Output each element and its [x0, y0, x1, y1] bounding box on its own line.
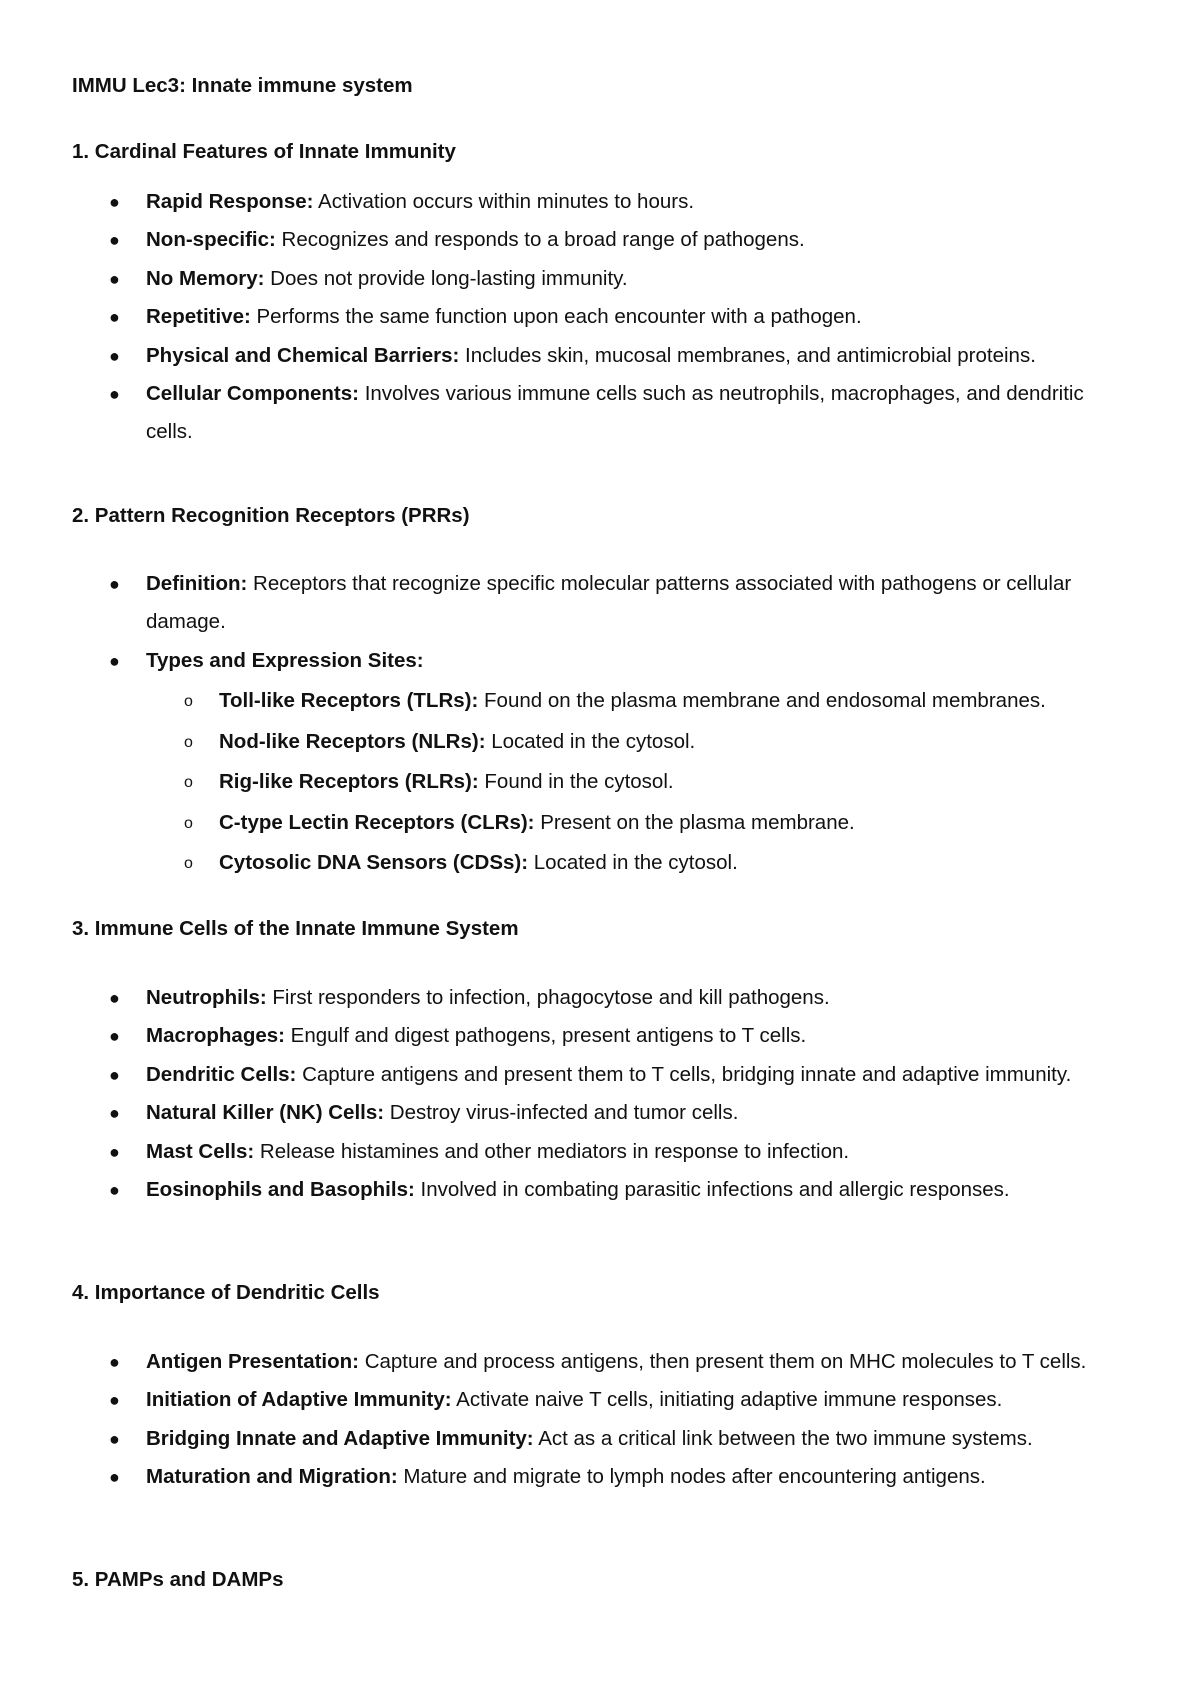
list-item: ● Rapid Response: Activation occurs within minutes to hours.: [0, 183, 1126, 221]
bullet-icon: ●: [109, 1141, 120, 1162]
list-item: ● Natural Killer (NK) Cells: Destroy virus-infected and tumor cells.: [0, 1094, 1126, 1132]
list-item: ● Macrophages: Engulf and digest pathogens, present antigens to T cells.: [0, 1017, 1126, 1055]
bullet-icon: ●: [109, 988, 120, 1008]
sub-list-item: o C-type Lectin Receptors (CLRs): Present on the plasma membrane.: [0, 803, 1139, 844]
section-heading-5: 5. PAMPs and DAMPs: [72, 1568, 284, 1591]
section-heading-1: 1. Cardinal Features of Innate Immunity: [72, 140, 456, 163]
list-item: ● Bridging Innate and Adaptive Immunity: Act as a critical link between the two immune systems.: [0, 1420, 1126, 1458]
list-item: ● Types and Expression Sites:: [0, 642, 1126, 680]
bullet-icon: ●: [109, 384, 120, 405]
hollow-bullet-icon: o: [184, 733, 193, 751]
bullet-icon: ●: [109, 1103, 120, 1124]
bullet-icon: ●: [109, 345, 120, 366]
list-item: ● Mast Cells: Release histamines and other mediators in response to infection.: [0, 1133, 1126, 1171]
list-item: ● No Memory: Does not provide long-lasting immunity.: [0, 260, 1126, 298]
bullet-icon: ●: [109, 307, 120, 328]
list-item: ● Dendritic Cells: Capture antigens and present them to T cells, bridging innate and adaptive immunity.: [0, 1056, 1126, 1094]
section-heading-3: 3. Immune Cells of the Innate Immune System: [72, 917, 519, 940]
list-item: ● Non-specific: Recognizes and responds to a broad range of pathogens.: [0, 221, 1126, 259]
bullet-icon: ●: [109, 1180, 120, 1201]
list-item: ● Definition: Receptors that recognize specific molecular patterns associated with pathogens or cellular damage.: [0, 565, 1126, 642]
list-item: ● Antigen Presentation: Capture and process antigens, then present them on MHC molecules to T cells.: [0, 1343, 1126, 1381]
hollow-bullet-icon: o: [184, 774, 193, 792]
section-3-list: [0, 979, 1126, 1209]
list-item: ● Cellular Components: Involves various immune cells such as neutrophils, macrophages, and dendritic cells.: [0, 375, 1126, 452]
hollow-bullet-icon: o: [184, 814, 193, 832]
sub-list-item: o Nod-like Receptors (NLRs): Located in the cytosol.: [0, 722, 1139, 763]
section-heading-4: 4. Importance of Dendritic Cells: [72, 1281, 380, 1304]
list-item: ● Repetitive: Performs the same function upon each encounter with a pathogen.: [0, 298, 1126, 336]
list-item: ● Neutrophils: First responders to infection, phagocytose and kill pathogens.: [0, 979, 1126, 1017]
list-item: ● Physical and Chemical Barriers: Includes skin, mucosal membranes, and antimicrobial proteins.: [0, 337, 1126, 375]
list-item: ● Eosinophils and Basophils: Involved in combating parasitic infections and allergic responses.: [0, 1171, 1126, 1209]
hollow-bullet-icon: o: [184, 693, 193, 710]
section-4-list: [0, 1343, 1126, 1497]
section-2-list: [0, 565, 1126, 680]
bullet-icon: ●: [109, 192, 120, 212]
bullet-icon: ●: [109, 1428, 120, 1449]
bullet-icon: ●: [109, 574, 120, 594]
bullet-icon: ●: [109, 230, 120, 251]
sub-list-item: o Rig-like Receptors (RLRs): Found in the cytosol.: [0, 762, 1139, 803]
sub-list-item: o Cytosolic DNA Sensors (CDSs): Located in the cytosol.: [0, 843, 1139, 884]
bullet-icon: ●: [109, 650, 120, 671]
bullet-icon: ●: [109, 1390, 120, 1411]
hollow-bullet-icon: o: [184, 855, 193, 873]
section-1-list: [0, 183, 1126, 452]
section-heading-2: 2. Pattern Recognition Receptors (PRRs): [72, 504, 470, 527]
bullet-icon: ●: [109, 1026, 120, 1047]
sub-list-item: o Toll-like Receptors (TLRs): Found on the plasma membrane and endosomal membranes.: [0, 681, 1139, 722]
document-title: IMMU Lec3: Innate immune system: [72, 74, 413, 97]
list-item: ● Maturation and Migration: Mature and migrate to lymph nodes after encountering antigens.: [0, 1458, 1126, 1496]
list-item: ● Initiation of Adaptive Immunity: Activate naive T cells, initiating adaptive immune responses.: [0, 1381, 1126, 1419]
section-2-sublist: [0, 681, 1139, 884]
bullet-icon: ●: [109, 268, 120, 289]
bullet-icon: ●: [109, 1467, 120, 1488]
bullet-icon: ●: [109, 1352, 120, 1372]
bullet-icon: ●: [109, 1064, 120, 1085]
